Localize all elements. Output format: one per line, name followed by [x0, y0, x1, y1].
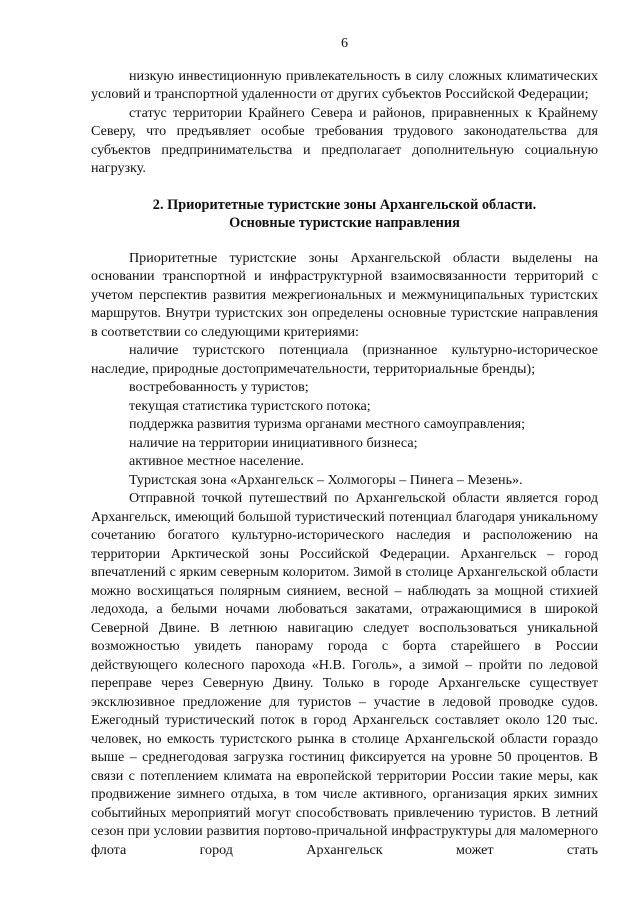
intro-paragraph-1: низкую инвестиционную привлекательность в силу сложных климатических условий и транспортной удаленности от других субъектов Российской Федерации;: [91, 67, 598, 102]
criteria-item: активное местное население.: [129, 453, 304, 469]
criteria-item: поддержка развития туризма органами местного самоуправления;: [129, 416, 526, 432]
intro-text: [91, 67, 598, 178]
section-paragraph-arkhangelsk: Отправной точкой путешествий по Архангельской области является город Архангельск, имеющий большой туристический потенциал благодаря уникальному сочетанию богатого культурно-исторического наследия и расположению на территории Арктической зоны Российской Федерации. Архангельск – город впечатлений с ярким северным колоритом. Зимой в столице Архангельской области можно восхищаться полярным сиянием, весной – наблюдать за мощной стихией ледохода, а белыми ночами любоваться закатами, отражающимися в широкой Северной Двине. В летнюю навигацию следует воспользоваться уникальной возможностью увидеть панораму города с борта старейшего в России действующего колесного парохода «Н.В. Гоголь», а зимой – пройти по ледовой переправе через Северную Двину. Только в городе Архангельске существует эксклюзивное предложение для туристов – участие в ледовой проводке судов. Ежегодный туристический поток в город Архангельск составляет около 120 тыс. человек, но емкость туристского рынка в столице Архангельской области гораздо выше – среднегодовая загрузка гостиниц фиксируется на уровне 50 процентов. В связи с потеплением климата на европейской территории России такие меры, как продвижение зимнего отдыха, в том числе активного, организация ярких зимних событийных мероприятий могут способствовать привлечению туристов. В летний сезон при условии развития портово-причальной инфраструктуры для маломерного флота город Архангельск может стать: [91, 490, 598, 858]
page-number: 6: [340, 35, 349, 51]
section-heading-line-1: 2. Приоритетные туристские зоны Архангельской области.: [152, 196, 537, 213]
tourist-zone-title: Туристская зона «Архангельск – Холмогоры – Пинега – Мезень».: [129, 471, 523, 488]
section-paragraph-intro: Приоритетные туристские зоны Архангельской области выделены на основании транспортной и инфраструктурной взаимосвязанности территорий с учетом перспектив развития межрегиональных и межмуниципальных туристских маршрутов. Внутри туристских зон определены основные туристские направления в соответствии со следующими критериями:: [91, 249, 598, 340]
criteria-item: наличие на территории инициативного бизнеса;: [129, 434, 418, 451]
intro-paragraph-2: статус территории Крайнего Севера и районов, приравненных к Крайнему Северу, что предъявляет особые требования трудового законодательства для субъектов предпринимательства и предполагает дополнительную социальную нагрузку.: [91, 104, 598, 176]
section-heading-line-2: Основные туристские направления: [229, 215, 460, 231]
section-heading: [91, 196, 598, 233]
criteria-item: текущая статистика туристского потока;: [129, 397, 371, 414]
criteria-item: востребованность у туристов;: [129, 379, 309, 395]
criteria-item: наличие туристского потенциала (признанное культурно-историческое наследие, природные достопримечательности, территориальные бренды);: [91, 342, 598, 377]
section-body: [91, 249, 598, 860]
